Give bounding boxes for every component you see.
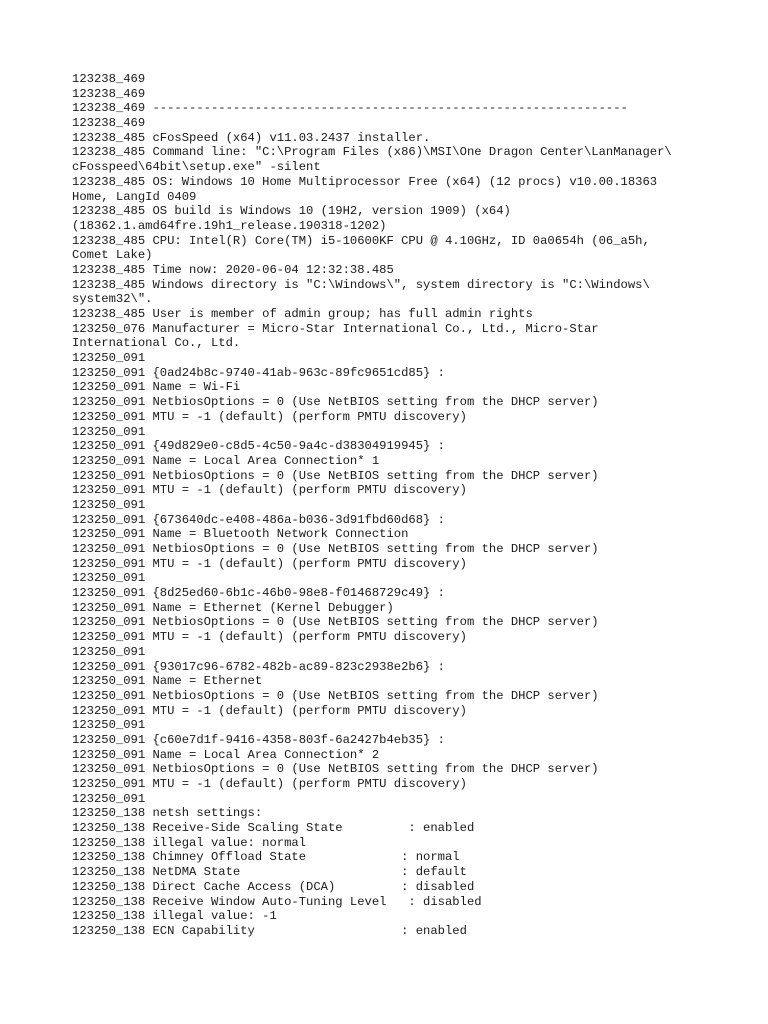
log-line: 123250_091 NetbiosOptions = 0 (Use NetBIOS setting from the DHCP server) <box>72 688 599 703</box>
log-line: 123250_138 illegal value: normal <box>72 835 307 850</box>
log-line: 123238_469 <box>72 86 146 101</box>
log-line: 123250_138 Direct Cache Access (DCA) : disabled <box>72 879 475 894</box>
log-line: 123250_138 Receive Window Auto-Tuning Level : disabled <box>72 894 482 909</box>
log-line: 123250_076 Manufacturer = Micro-Star International Co., Ltd., Micro-Star <box>72 321 599 336</box>
log-line: 123238_469 <box>72 116 146 131</box>
log-line: 123250_091 Name = Ethernet (Kernel Debugger) <box>72 600 394 615</box>
log-line: 123250_091 {673640dc-e408-486a-b036-3d91fbd60d68} : <box>72 512 445 527</box>
log-line: system32\". <box>72 292 153 307</box>
log-line: 123250_091 Name = Ethernet <box>72 674 263 689</box>
log-line: 123250_091 MTU = -1 (default) (perform PMTU discovery) <box>72 556 467 571</box>
log-line: 123250_091 <box>72 351 146 366</box>
log-line: 123250_091 <box>72 497 146 512</box>
log-line: 123250_091 NetbiosOptions = 0 (Use NetBIOS setting from the DHCP server) <box>72 762 599 777</box>
log-line: 123250_091 {0ad24b8c-9740-41ab-963c-89fc9651cd85} : <box>72 365 445 380</box>
log-line: 123250_091 MTU = -1 (default) (perform PMTU discovery) <box>72 703 467 718</box>
log-line: 123250_091 {93017c96-6782-482b-ac89-823c2938e2b6} : <box>72 659 445 674</box>
log-line: 123250_091 {8d25ed60-6b1c-46b0-98e8-f01468729c49} : <box>72 586 445 601</box>
log-line: International Co., Ltd. <box>72 336 241 351</box>
log-line: 123250_138 illegal value: -1 <box>72 909 277 924</box>
log-line: cFosspeed\64bit\setup.exe" -silent <box>72 160 321 175</box>
log-line: 123250_091 NetbiosOptions = 0 (Use NetBIOS setting from the DHCP server) <box>72 615 599 630</box>
log-line: 123250_091 <box>72 718 146 733</box>
log-line: 123238_485 Windows directory is "C:\Windows\", system directory is "C:\Windows\ <box>72 277 650 292</box>
log-line: 123250_091 Name = Local Area Connection* 2 <box>72 747 380 762</box>
log-line: 123250_091 MTU = -1 (default) (perform PMTU discovery) <box>72 409 467 424</box>
log-line: 123250_138 Receive-Side Scaling State : enabled <box>72 821 475 836</box>
log-line: 123250_091 NetbiosOptions = 0 (Use NetBIOS setting from the DHCP server) <box>72 542 599 556</box>
log-line: 123250_138 ECN Capability : enabled <box>72 923 467 938</box>
log-line: 123238_485 User is member of admin group; has full admin rights <box>72 307 533 321</box>
log-line: 123250_091 <box>72 644 146 659</box>
log-line: 123238_485 CPU: Intel(R) Core(TM) i5-10600KF CPU @ 4.10GHz, ID 0a0654h (06_a5h, <box>72 233 650 248</box>
log-line: 123250_091 Name = Bluetooth Network Connection <box>72 527 409 542</box>
log-line: 123238_485 cFosSpeed (x64) v11.03.2437 installer. <box>72 130 431 145</box>
log-line: 123238_485 OS build is Windows 10 (19H2, version 1909) (x64) <box>72 204 511 219</box>
log-line: 123250_091 Name = Local Area Connection* 1 <box>72 453 380 468</box>
log-line: 123250_091 <box>72 571 146 586</box>
log-line: 123250_138 Chimney Offload State : normal <box>72 850 460 865</box>
log-line: 123238_469 <box>72 72 146 86</box>
log-line: 123250_091 <box>72 424 146 439</box>
log-line: 123238_485 Time now: 2020-06-04 12:32:38.485 <box>72 262 394 277</box>
log-line: (18362.1.amd64fre.19h1_release.190318-1202) <box>72 218 387 233</box>
log-line: 123238_469 ----------------------------------------------------------------- <box>72 101 628 116</box>
log-line: 123250_091 Name = Wi-Fi <box>72 380 241 395</box>
log-line: Comet Lake) <box>72 248 153 263</box>
log-line: Home, LangId 0409 <box>72 189 197 204</box>
log-line: 123250_138 netsh settings: <box>72 806 263 821</box>
log-line: 123250_091 NetbiosOptions = 0 (Use NetBIOS setting from the DHCP server) <box>72 395 599 410</box>
log-line: 123250_091 {c60e7d1f-9416-4358-803f-6a2427b4eb35} : <box>72 732 445 747</box>
log-line: 123250_091 <box>72 791 146 806</box>
log-line: 123250_091 MTU = -1 (default) (perform PMTU discovery) <box>72 777 467 791</box>
log-line: 123250_091 MTU = -1 (default) (perform PMTU discovery) <box>72 483 467 498</box>
log-line: 123250_091 MTU = -1 (default) (perform PMTU discovery) <box>72 630 467 645</box>
log-line: 123250_138 NetDMA State : default <box>72 865 467 880</box>
log-line: 123250_091 {49d829e0-c8d5-4c50-9a4c-d38304919945} : <box>72 439 445 454</box>
log-line: 123250_091 NetbiosOptions = 0 (Use NetBIOS setting from the DHCP server) <box>72 468 599 483</box>
log-line: 123238_485 Command line: "C:\Program Files (x86)\MSI\One Dragon Center\LanManager\ <box>72 145 672 160</box>
log-document <box>72 72 702 939</box>
log-line: 123238_485 OS: Windows 10 Home Multiprocessor Free (x64) (12 procs) v10.00.18363 <box>72 174 658 189</box>
